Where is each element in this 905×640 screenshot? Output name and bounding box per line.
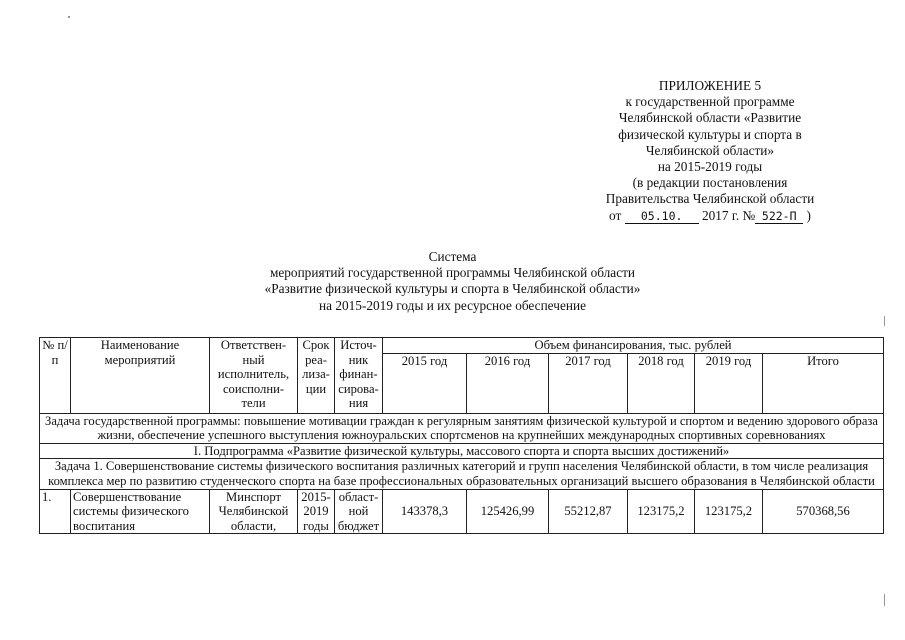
appendix-line: физической культуры и спорта в: [618, 126, 802, 142]
appendix-block: [560, 78, 860, 224]
header-responsible: Ответствен-ный исполнитель, соисполни-тели: [210, 338, 298, 414]
row-value-2019: 123175,2: [695, 489, 763, 534]
header-num: № п/п: [40, 338, 71, 414]
row-value-2015: 143378,3: [383, 489, 467, 534]
header-year: 2018 год: [628, 353, 695, 413]
header-year: 2019 год: [695, 353, 763, 413]
title-line: мероприятий государственной программы Челябинской области: [269, 265, 636, 281]
header-source: Источ-ник финан-сирова-ния: [335, 338, 383, 414]
appendix-line: Челябинской области»: [645, 142, 775, 158]
resolution-date-line: [560, 208, 860, 224]
header-name: Наименование мероприятий: [71, 338, 210, 414]
header-year: 2015 год: [383, 353, 467, 413]
measures-table: [39, 337, 884, 534]
header-term: Срок реа-лиза-ции: [298, 338, 335, 414]
row-source: област-ной бюджет: [335, 489, 383, 534]
task-goal: Задача государственной программы: повышение мотивации граждан к регулярным занятиям физической культурой и спортом и ведению здорового образа жизни, обеспечение успешного выступления южноуральских спортсменов на крупнейших международных спортивных соревнованиях: [40, 413, 884, 443]
header-year: 2017 год: [549, 353, 628, 413]
appendix-line: на 2015-2019 годы: [657, 159, 763, 175]
appendix-line: к государственной программе: [625, 94, 795, 110]
row-value-total: 570368,56: [763, 489, 884, 534]
header-row: [40, 338, 884, 354]
header-total: Итого: [763, 353, 884, 413]
year-text: 2017 г. №: [701, 207, 756, 223]
appendix-line: Челябинской области «Развитие: [618, 110, 802, 126]
header-funding: Объем финансирования, тыс. рублей: [383, 338, 884, 354]
closing-paren: ): [806, 207, 811, 223]
appendix-line: (в редакции постановления: [632, 175, 788, 191]
row-term: 2015-2019 годы: [298, 489, 335, 534]
document-title: [180, 249, 725, 314]
date-prefix: от: [609, 207, 622, 223]
row-num: 1.: [40, 489, 71, 534]
row-value-2017: 55212,87: [549, 489, 628, 534]
row-value-2018: 123175,2: [628, 489, 695, 534]
scan-speck: [884, 316, 885, 326]
title-line: «Развитие физической культуры и спорта в Челябинской области»: [264, 281, 641, 297]
title-line: Система: [428, 249, 477, 264]
task1-text: Задача 1. Совершенствование системы физического воспитания различных категорий и групп населения Челябинской области, в том числе реализация комплекса мер по развитию студенческого спорта на базе профессиональных образовательных организаций высшего образования в Челябинской области: [40, 459, 884, 489]
row-value-2016: 125426,99: [467, 489, 549, 534]
table-row: [40, 489, 884, 534]
scan-speck: [68, 16, 70, 18]
task-goal-row: [40, 413, 884, 443]
title-line: на 2015-2019 годы и их ресурсное обеспечение: [319, 297, 586, 313]
subprogram-row: [40, 443, 884, 459]
appendix-line: Правительства Челябинской области: [605, 191, 815, 207]
task1-row: [40, 459, 884, 489]
subprogram-title: I. Подпрограмма «Развитие физической культуры, массового спорта и спорта высших достижений»: [40, 443, 884, 459]
scan-speck: [884, 594, 885, 606]
date-value: 05.10.: [625, 210, 699, 224]
row-responsible: Минспорт Челябинской области,: [210, 489, 298, 534]
row-name: Совершенствование системы физического воспитания: [71, 489, 210, 534]
header-year: 2016 год: [467, 353, 549, 413]
appendix-title: ПРИЛОЖЕНИЕ 5: [658, 78, 762, 93]
resolution-number: 522-П: [755, 210, 803, 224]
